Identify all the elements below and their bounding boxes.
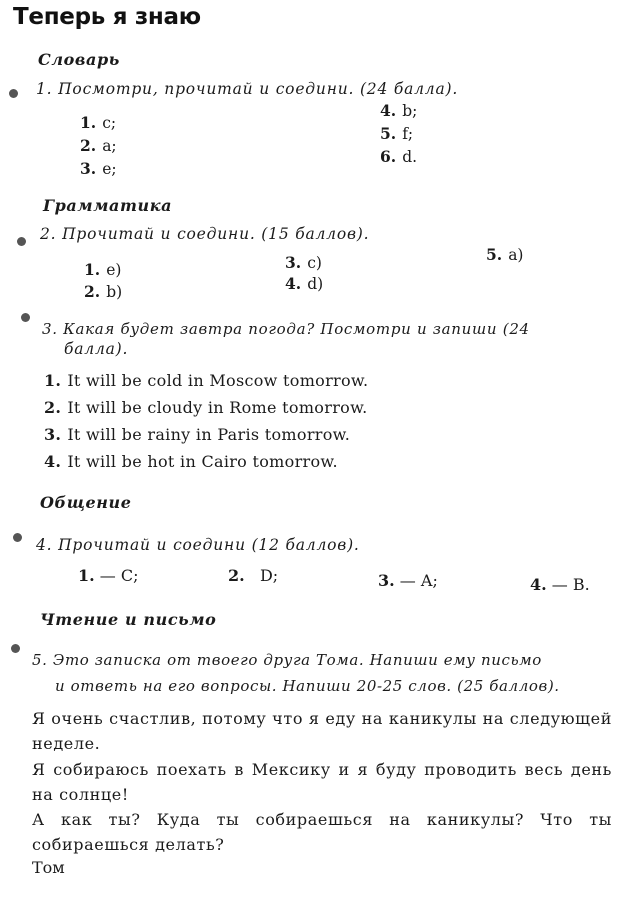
task-1-answer: 2. a; xyxy=(80,136,117,155)
note-signature: Том xyxy=(32,858,65,877)
bullet-icon xyxy=(9,89,18,98)
task-2-answer: 4. d) xyxy=(285,274,324,293)
task-2-answer: 2. b) xyxy=(84,282,123,301)
task-4-answer: 4. — B. xyxy=(530,575,590,594)
task-1-answer: 3. e; xyxy=(80,159,117,178)
task-3-sentence: 1. It will be cold in Moscow tomorrow. xyxy=(44,371,369,390)
bullet-icon xyxy=(21,313,30,322)
section-heading-grammar: Грамматика xyxy=(43,196,173,215)
note-paragraph: Я собираюсь поехать в Мексику и я буду проводить весь день на солнце! xyxy=(32,760,612,804)
task-2-answer: 3. c) xyxy=(285,253,322,272)
task-2-answer: 5. a) xyxy=(486,245,524,264)
task-4-instruction: 4. Прочитай и соедини (12 баллов). xyxy=(36,536,360,554)
note-paragraph: Я очень счастлив, потому что я еду на каникулы на следующей неделе. xyxy=(32,709,612,753)
bullet-icon xyxy=(13,533,22,542)
task-1-answer: 5. f; xyxy=(380,124,414,143)
task-1-instruction: 1. Посмотри, прочитай и соедини. (24 балла). xyxy=(36,80,459,98)
task-4-answer: 1. — C; xyxy=(78,566,139,585)
task-3-sentence: 3. It will be rainy in Paris tomorrow. xyxy=(44,425,351,444)
note-paragraph: А как ты? Куда ты собираешься на каникулы? Что ты собираешься делать? xyxy=(32,810,612,854)
task-3-instruction-continued: балла). xyxy=(64,340,129,358)
page-title: Теперь я знаю xyxy=(13,4,201,30)
task-3-sentence: 4. It will be hot in Cairo tomorrow. xyxy=(44,452,338,471)
task-1-answer: 6. d. xyxy=(380,147,418,166)
bullet-icon xyxy=(17,237,26,246)
task-3-instruction: 3. Какая будет завтра погода? Посмотри и запиши (24 xyxy=(42,320,530,338)
task-4-answer: 3. — A; xyxy=(378,571,438,590)
task-1-answer: 4. b; xyxy=(380,101,418,120)
bullet-icon xyxy=(11,644,20,653)
task-5-instruction-continued: и ответь на его вопросы. Напиши 20-25 слов. (25 баллов). xyxy=(55,677,560,695)
section-heading-vocabulary: Словарь xyxy=(38,50,120,69)
task-3-sentence: 2. It will be cloudy in Rome tomorrow. xyxy=(44,398,368,417)
task-4-answer: 2. D; xyxy=(228,566,279,585)
section-heading-communication: Общение xyxy=(40,493,132,512)
task-5-instruction: 5. Это записка от твоего друга Тома. Напиши ему письмо xyxy=(32,651,542,669)
section-heading-reading-writing: Чтение и письмо xyxy=(40,610,217,629)
task-1-answer: 1. c; xyxy=(80,113,117,132)
task-2-instruction: 2. Прочитай и соедини. (15 баллов). xyxy=(40,225,370,243)
task-2-answer: 1. e) xyxy=(84,260,122,279)
